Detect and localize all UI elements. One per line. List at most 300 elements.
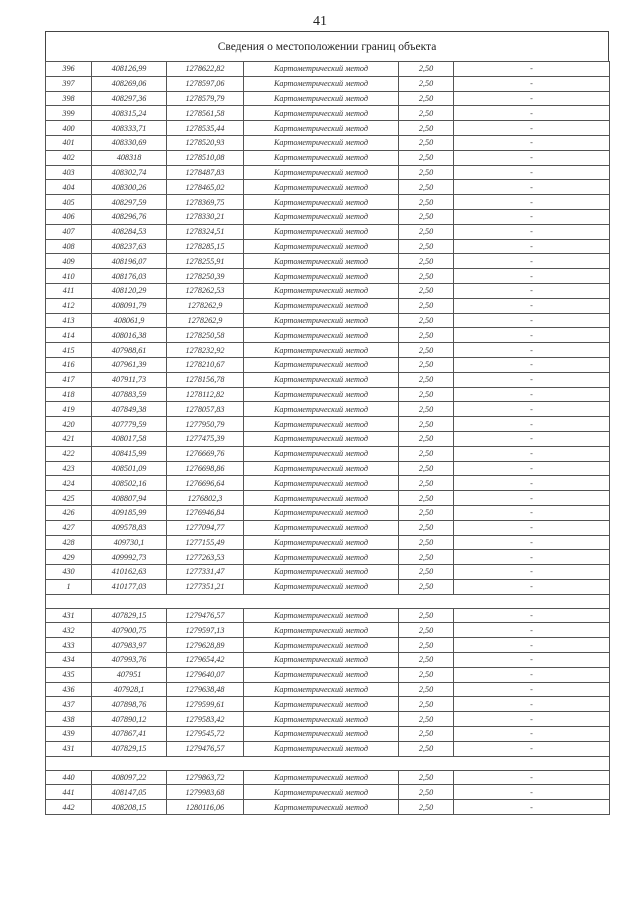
description-cell: - bbox=[454, 91, 610, 106]
x-coordinate-cell: 408017,58 bbox=[92, 431, 167, 446]
x-coordinate-cell: 408502,16 bbox=[92, 476, 167, 491]
y-coordinate-cell: 1278232,92 bbox=[167, 343, 244, 358]
method-cell: Картометрический метод bbox=[244, 712, 399, 727]
accuracy-cell: 2,50 bbox=[399, 239, 454, 254]
accuracy-cell: 2,50 bbox=[399, 505, 454, 520]
point-number-cell: 421 bbox=[46, 431, 92, 446]
table-row bbox=[46, 402, 610, 417]
table-row bbox=[46, 91, 610, 106]
description-cell: - bbox=[454, 727, 610, 742]
accuracy-cell: 2,50 bbox=[399, 76, 454, 91]
y-coordinate-cell: 1278597,06 bbox=[167, 76, 244, 91]
accuracy-cell: 2,50 bbox=[399, 313, 454, 328]
y-coordinate-cell: 1277155,49 bbox=[167, 535, 244, 550]
x-coordinate-cell: 409730,1 bbox=[92, 535, 167, 550]
x-coordinate-cell: 407961,39 bbox=[92, 357, 167, 372]
description-cell: - bbox=[454, 239, 610, 254]
description-cell: - bbox=[454, 313, 610, 328]
description-cell: - bbox=[454, 269, 610, 284]
x-coordinate-cell: 409185,99 bbox=[92, 505, 167, 520]
description-cell: - bbox=[454, 328, 610, 343]
description-cell: - bbox=[454, 579, 610, 594]
method-cell: Картометрический метод bbox=[244, 741, 399, 756]
y-coordinate-cell: 1279863,72 bbox=[167, 770, 244, 785]
y-coordinate-cell: 1279476,57 bbox=[167, 741, 244, 756]
accuracy-cell: 2,50 bbox=[399, 800, 454, 815]
table-row bbox=[46, 298, 610, 313]
description-cell: - bbox=[454, 653, 610, 668]
accuracy-cell: 2,50 bbox=[399, 446, 454, 461]
description-cell: - bbox=[454, 254, 610, 269]
accuracy-cell: 2,50 bbox=[399, 121, 454, 136]
accuracy-cell: 2,50 bbox=[399, 402, 454, 417]
method-cell: Картометрический метод bbox=[244, 461, 399, 476]
point-number-cell: 434 bbox=[46, 653, 92, 668]
y-coordinate-cell: 1278510,08 bbox=[167, 150, 244, 165]
method-cell: Картометрический метод bbox=[244, 121, 399, 136]
table-row bbox=[46, 712, 610, 727]
accuracy-cell: 2,50 bbox=[399, 697, 454, 712]
y-coordinate-cell: 1277475,39 bbox=[167, 431, 244, 446]
table-row bbox=[46, 461, 610, 476]
method-cell: Картометрический метод bbox=[244, 357, 399, 372]
method-cell: Картометрический метод bbox=[244, 623, 399, 638]
method-cell: Картометрический метод bbox=[244, 770, 399, 785]
table-row bbox=[46, 195, 610, 210]
description-cell: - bbox=[454, 62, 610, 77]
accuracy-cell: 2,50 bbox=[399, 209, 454, 224]
contour-separator-row bbox=[46, 756, 610, 770]
table-row bbox=[46, 667, 610, 682]
description-cell: - bbox=[454, 638, 610, 653]
accuracy-cell: 2,50 bbox=[399, 608, 454, 623]
table-row bbox=[46, 565, 610, 580]
point-number-cell: 404 bbox=[46, 180, 92, 195]
point-number-cell: 406 bbox=[46, 209, 92, 224]
x-coordinate-cell: 408297,36 bbox=[92, 91, 167, 106]
point-number-cell: 416 bbox=[46, 357, 92, 372]
x-coordinate-cell: 408333,71 bbox=[92, 121, 167, 136]
description-cell: - bbox=[454, 550, 610, 565]
description-cell: - bbox=[454, 165, 610, 180]
point-number-cell: 424 bbox=[46, 476, 92, 491]
table-row bbox=[46, 106, 610, 121]
x-coordinate-cell: 410162,63 bbox=[92, 565, 167, 580]
method-cell: Картометрический метод bbox=[244, 239, 399, 254]
point-number-cell: 401 bbox=[46, 135, 92, 150]
accuracy-cell: 2,50 bbox=[399, 135, 454, 150]
description-cell: - bbox=[454, 623, 610, 638]
method-cell: Картометрический метод bbox=[244, 165, 399, 180]
table-title: Сведения о местоположении границ объекта bbox=[45, 31, 609, 61]
y-coordinate-cell: 1277950,79 bbox=[167, 417, 244, 432]
y-coordinate-cell: 1278622,82 bbox=[167, 62, 244, 77]
accuracy-cell: 2,50 bbox=[399, 461, 454, 476]
table-row bbox=[46, 491, 610, 506]
description-cell: - bbox=[454, 195, 610, 210]
point-number-cell: 400 bbox=[46, 121, 92, 136]
y-coordinate-cell: 1280116,06 bbox=[167, 800, 244, 815]
point-number-cell: 402 bbox=[46, 150, 92, 165]
x-coordinate-cell: 408501,09 bbox=[92, 461, 167, 476]
x-coordinate-cell: 407867,41 bbox=[92, 727, 167, 742]
accuracy-cell: 2,50 bbox=[399, 180, 454, 195]
accuracy-cell: 2,50 bbox=[399, 417, 454, 432]
x-coordinate-cell: 407983,97 bbox=[92, 638, 167, 653]
point-number-cell: 436 bbox=[46, 682, 92, 697]
accuracy-cell: 2,50 bbox=[399, 770, 454, 785]
y-coordinate-cell: 1278487,83 bbox=[167, 165, 244, 180]
accuracy-cell: 2,50 bbox=[399, 224, 454, 239]
x-coordinate-cell: 408147,05 bbox=[92, 785, 167, 800]
point-number-cell: 442 bbox=[46, 800, 92, 815]
point-number-cell: 403 bbox=[46, 165, 92, 180]
x-coordinate-cell: 408807,94 bbox=[92, 491, 167, 506]
accuracy-cell: 2,50 bbox=[399, 431, 454, 446]
point-number-cell: 432 bbox=[46, 623, 92, 638]
y-coordinate-cell: 1277263,53 bbox=[167, 550, 244, 565]
table-row bbox=[46, 121, 610, 136]
description-cell: - bbox=[454, 121, 610, 136]
method-cell: Картометрический метод bbox=[244, 209, 399, 224]
description-cell: - bbox=[454, 135, 610, 150]
y-coordinate-cell: 1278156,78 bbox=[167, 372, 244, 387]
description-cell: - bbox=[454, 76, 610, 91]
y-coordinate-cell: 1278520,93 bbox=[167, 135, 244, 150]
point-number-cell: 429 bbox=[46, 550, 92, 565]
y-coordinate-cell: 1278324,51 bbox=[167, 224, 244, 239]
method-cell: Картометрический метод bbox=[244, 387, 399, 402]
description-cell: - bbox=[454, 785, 610, 800]
description-cell: - bbox=[454, 697, 610, 712]
accuracy-cell: 2,50 bbox=[399, 372, 454, 387]
point-number-cell: 438 bbox=[46, 712, 92, 727]
y-coordinate-cell: 1278579,79 bbox=[167, 91, 244, 106]
table-row bbox=[46, 638, 610, 653]
point-number-cell: 431 bbox=[46, 608, 92, 623]
coordinates-table-body bbox=[46, 62, 610, 815]
description-cell: - bbox=[454, 535, 610, 550]
accuracy-cell: 2,50 bbox=[399, 106, 454, 121]
description-cell: - bbox=[454, 682, 610, 697]
y-coordinate-cell: 1276698,86 bbox=[167, 461, 244, 476]
accuracy-cell: 2,50 bbox=[399, 387, 454, 402]
x-coordinate-cell: 408091,79 bbox=[92, 298, 167, 313]
point-number-cell: 413 bbox=[46, 313, 92, 328]
x-coordinate-cell: 407911,73 bbox=[92, 372, 167, 387]
table-row bbox=[46, 727, 610, 742]
accuracy-cell: 2,50 bbox=[399, 91, 454, 106]
method-cell: Картометрический метод bbox=[244, 565, 399, 580]
method-cell: Картометрический метод bbox=[244, 180, 399, 195]
table-row bbox=[46, 608, 610, 623]
accuracy-cell: 2,50 bbox=[399, 785, 454, 800]
y-coordinate-cell: 1278112,82 bbox=[167, 387, 244, 402]
x-coordinate-cell: 408097,22 bbox=[92, 770, 167, 785]
table-row bbox=[46, 328, 610, 343]
point-number-cell: 405 bbox=[46, 195, 92, 210]
x-coordinate-cell: 407928,1 bbox=[92, 682, 167, 697]
accuracy-cell: 2,50 bbox=[399, 579, 454, 594]
table-row bbox=[46, 209, 610, 224]
point-number-cell: 441 bbox=[46, 785, 92, 800]
y-coordinate-cell: 1278330,21 bbox=[167, 209, 244, 224]
description-cell: - bbox=[454, 209, 610, 224]
y-coordinate-cell: 1278262,9 bbox=[167, 298, 244, 313]
table-row bbox=[46, 550, 610, 565]
point-number-cell: 399 bbox=[46, 106, 92, 121]
description-cell: - bbox=[454, 520, 610, 535]
x-coordinate-cell: 408237,63 bbox=[92, 239, 167, 254]
y-coordinate-cell: 1278057,83 bbox=[167, 402, 244, 417]
description-cell: - bbox=[454, 505, 610, 520]
description-cell: - bbox=[454, 283, 610, 298]
point-number-cell: 437 bbox=[46, 697, 92, 712]
accuracy-cell: 2,50 bbox=[399, 520, 454, 535]
x-coordinate-cell: 408269,06 bbox=[92, 76, 167, 91]
table-row bbox=[46, 343, 610, 358]
y-coordinate-cell: 1278561,58 bbox=[167, 106, 244, 121]
y-coordinate-cell: 1279545,72 bbox=[167, 727, 244, 742]
x-coordinate-cell: 407829,15 bbox=[92, 608, 167, 623]
y-coordinate-cell: 1276669,76 bbox=[167, 446, 244, 461]
accuracy-cell: 2,50 bbox=[399, 328, 454, 343]
method-cell: Картометрический метод bbox=[244, 417, 399, 432]
method-cell: Картометрический метод bbox=[244, 328, 399, 343]
y-coordinate-cell: 1279638,48 bbox=[167, 682, 244, 697]
x-coordinate-cell: 407898,76 bbox=[92, 697, 167, 712]
description-cell: - bbox=[454, 491, 610, 506]
y-coordinate-cell: 1279640,07 bbox=[167, 667, 244, 682]
point-number-cell: 431 bbox=[46, 741, 92, 756]
description-cell: - bbox=[454, 298, 610, 313]
separator-cell bbox=[46, 756, 610, 770]
table-row bbox=[46, 697, 610, 712]
method-cell: Картометрический метод bbox=[244, 62, 399, 77]
method-cell: Картометрический метод bbox=[244, 106, 399, 121]
description-cell: - bbox=[454, 357, 610, 372]
method-cell: Картометрический метод bbox=[244, 313, 399, 328]
coordinates-sheet bbox=[45, 31, 609, 815]
point-number-cell: 398 bbox=[46, 91, 92, 106]
accuracy-cell: 2,50 bbox=[399, 298, 454, 313]
x-coordinate-cell: 407900,75 bbox=[92, 623, 167, 638]
table-row bbox=[46, 446, 610, 461]
method-cell: Картометрический метод bbox=[244, 150, 399, 165]
method-cell: Картометрический метод bbox=[244, 195, 399, 210]
method-cell: Картометрический метод bbox=[244, 520, 399, 535]
table-row bbox=[46, 150, 610, 165]
table-row bbox=[46, 165, 610, 180]
y-coordinate-cell: 1279597,13 bbox=[167, 623, 244, 638]
y-coordinate-cell: 1279983,68 bbox=[167, 785, 244, 800]
accuracy-cell: 2,50 bbox=[399, 165, 454, 180]
accuracy-cell: 2,50 bbox=[399, 254, 454, 269]
point-number-cell: 422 bbox=[46, 446, 92, 461]
method-cell: Картометрический метод bbox=[244, 224, 399, 239]
x-coordinate-cell: 408315,24 bbox=[92, 106, 167, 121]
table-row bbox=[46, 476, 610, 491]
accuracy-cell: 2,50 bbox=[399, 150, 454, 165]
method-cell: Картометрический метод bbox=[244, 343, 399, 358]
description-cell: - bbox=[454, 417, 610, 432]
accuracy-cell: 2,50 bbox=[399, 195, 454, 210]
description-cell: - bbox=[454, 372, 610, 387]
x-coordinate-cell: 408296,76 bbox=[92, 209, 167, 224]
method-cell: Картометрический метод bbox=[244, 550, 399, 565]
table-row bbox=[46, 387, 610, 402]
point-number-cell: 415 bbox=[46, 343, 92, 358]
table-row bbox=[46, 283, 610, 298]
method-cell: Картометрический метод bbox=[244, 476, 399, 491]
accuracy-cell: 2,50 bbox=[399, 343, 454, 358]
accuracy-cell: 2,50 bbox=[399, 638, 454, 653]
x-coordinate-cell: 408061,9 bbox=[92, 313, 167, 328]
table-row bbox=[46, 770, 610, 785]
accuracy-cell: 2,50 bbox=[399, 476, 454, 491]
method-cell: Картометрический метод bbox=[244, 372, 399, 387]
accuracy-cell: 2,50 bbox=[399, 727, 454, 742]
x-coordinate-cell: 408302,74 bbox=[92, 165, 167, 180]
y-coordinate-cell: 1279654,42 bbox=[167, 653, 244, 668]
y-coordinate-cell: 1277351,21 bbox=[167, 579, 244, 594]
accuracy-cell: 2,50 bbox=[399, 741, 454, 756]
method-cell: Картометрический метод bbox=[244, 638, 399, 653]
description-cell: - bbox=[454, 741, 610, 756]
table-row bbox=[46, 180, 610, 195]
point-number-cell: 428 bbox=[46, 535, 92, 550]
accuracy-cell: 2,50 bbox=[399, 712, 454, 727]
table-row bbox=[46, 579, 610, 594]
description-cell: - bbox=[454, 180, 610, 195]
y-coordinate-cell: 1278262,9 bbox=[167, 313, 244, 328]
method-cell: Картометрический метод bbox=[244, 785, 399, 800]
method-cell: Картометрический метод bbox=[244, 91, 399, 106]
point-number-cell: 430 bbox=[46, 565, 92, 580]
method-cell: Картометрический метод bbox=[244, 653, 399, 668]
method-cell: Картометрический метод bbox=[244, 667, 399, 682]
y-coordinate-cell: 1279583,42 bbox=[167, 712, 244, 727]
y-coordinate-cell: 1277331,47 bbox=[167, 565, 244, 580]
y-coordinate-cell: 1276802,3 bbox=[167, 491, 244, 506]
point-number-cell: 397 bbox=[46, 76, 92, 91]
table-row bbox=[46, 135, 610, 150]
y-coordinate-cell: 1278535,44 bbox=[167, 121, 244, 136]
y-coordinate-cell: 1278369,75 bbox=[167, 195, 244, 210]
x-coordinate-cell: 408208,15 bbox=[92, 800, 167, 815]
method-cell: Картометрический метод bbox=[244, 608, 399, 623]
point-number-cell: 417 bbox=[46, 372, 92, 387]
x-coordinate-cell: 408016,38 bbox=[92, 328, 167, 343]
x-coordinate-cell: 407779,59 bbox=[92, 417, 167, 432]
y-coordinate-cell: 1278250,58 bbox=[167, 328, 244, 343]
table-row bbox=[46, 224, 610, 239]
x-coordinate-cell: 408297,59 bbox=[92, 195, 167, 210]
x-coordinate-cell: 407890,12 bbox=[92, 712, 167, 727]
method-cell: Картометрический метод bbox=[244, 254, 399, 269]
table-row bbox=[46, 431, 610, 446]
point-number-cell: 439 bbox=[46, 727, 92, 742]
point-number-cell: 1 bbox=[46, 579, 92, 594]
description-cell: - bbox=[454, 565, 610, 580]
x-coordinate-cell: 409992,73 bbox=[92, 550, 167, 565]
x-coordinate-cell: 407993,76 bbox=[92, 653, 167, 668]
x-coordinate-cell: 409578,83 bbox=[92, 520, 167, 535]
point-number-cell: 407 bbox=[46, 224, 92, 239]
description-cell: - bbox=[454, 431, 610, 446]
description-cell: - bbox=[454, 608, 610, 623]
table-row bbox=[46, 357, 610, 372]
table-row bbox=[46, 653, 610, 668]
table-row bbox=[46, 800, 610, 815]
method-cell: Картометрический метод bbox=[244, 298, 399, 313]
description-cell: - bbox=[454, 712, 610, 727]
point-number-cell: 419 bbox=[46, 402, 92, 417]
accuracy-cell: 2,50 bbox=[399, 491, 454, 506]
method-cell: Картометрический метод bbox=[244, 727, 399, 742]
table-row bbox=[46, 62, 610, 77]
y-coordinate-cell: 1278250,39 bbox=[167, 269, 244, 284]
y-coordinate-cell: 1277094,77 bbox=[167, 520, 244, 535]
method-cell: Картометрический метод bbox=[244, 283, 399, 298]
y-coordinate-cell: 1278262,53 bbox=[167, 283, 244, 298]
contour-separator-row bbox=[46, 594, 610, 608]
table-row bbox=[46, 254, 610, 269]
accuracy-cell: 2,50 bbox=[399, 550, 454, 565]
y-coordinate-cell: 1278285,15 bbox=[167, 239, 244, 254]
y-coordinate-cell: 1278210,67 bbox=[167, 357, 244, 372]
table-row bbox=[46, 785, 610, 800]
description-cell: - bbox=[454, 387, 610, 402]
table-row bbox=[46, 417, 610, 432]
table-row bbox=[46, 535, 610, 550]
point-number-cell: 408 bbox=[46, 239, 92, 254]
point-number-cell: 440 bbox=[46, 770, 92, 785]
x-coordinate-cell: 408330,69 bbox=[92, 135, 167, 150]
point-number-cell: 427 bbox=[46, 520, 92, 535]
page-number: 41 bbox=[313, 14, 327, 29]
y-coordinate-cell: 1279628,89 bbox=[167, 638, 244, 653]
table-row bbox=[46, 239, 610, 254]
coordinates-table bbox=[45, 61, 610, 815]
x-coordinate-cell: 408120,29 bbox=[92, 283, 167, 298]
description-cell: - bbox=[454, 770, 610, 785]
method-cell: Картометрический метод bbox=[244, 579, 399, 594]
table-row bbox=[46, 623, 610, 638]
accuracy-cell: 2,50 bbox=[399, 682, 454, 697]
method-cell: Картометрический метод bbox=[244, 800, 399, 815]
method-cell: Картометрический метод bbox=[244, 535, 399, 550]
method-cell: Картометрический метод bbox=[244, 431, 399, 446]
accuracy-cell: 2,50 bbox=[399, 269, 454, 284]
point-number-cell: 412 bbox=[46, 298, 92, 313]
point-number-cell: 426 bbox=[46, 505, 92, 520]
point-number-cell: 425 bbox=[46, 491, 92, 506]
point-number-cell: 418 bbox=[46, 387, 92, 402]
x-coordinate-cell: 408318 bbox=[92, 150, 167, 165]
description-cell: - bbox=[454, 446, 610, 461]
separator-cell bbox=[46, 594, 610, 608]
table-row bbox=[46, 741, 610, 756]
method-cell: Картометрический метод bbox=[244, 446, 399, 461]
point-number-cell: 433 bbox=[46, 638, 92, 653]
accuracy-cell: 2,50 bbox=[399, 565, 454, 580]
accuracy-cell: 2,50 bbox=[399, 623, 454, 638]
x-coordinate-cell: 407988,61 bbox=[92, 343, 167, 358]
method-cell: Картометрический метод bbox=[244, 76, 399, 91]
description-cell: - bbox=[454, 461, 610, 476]
x-coordinate-cell: 410177,03 bbox=[92, 579, 167, 594]
